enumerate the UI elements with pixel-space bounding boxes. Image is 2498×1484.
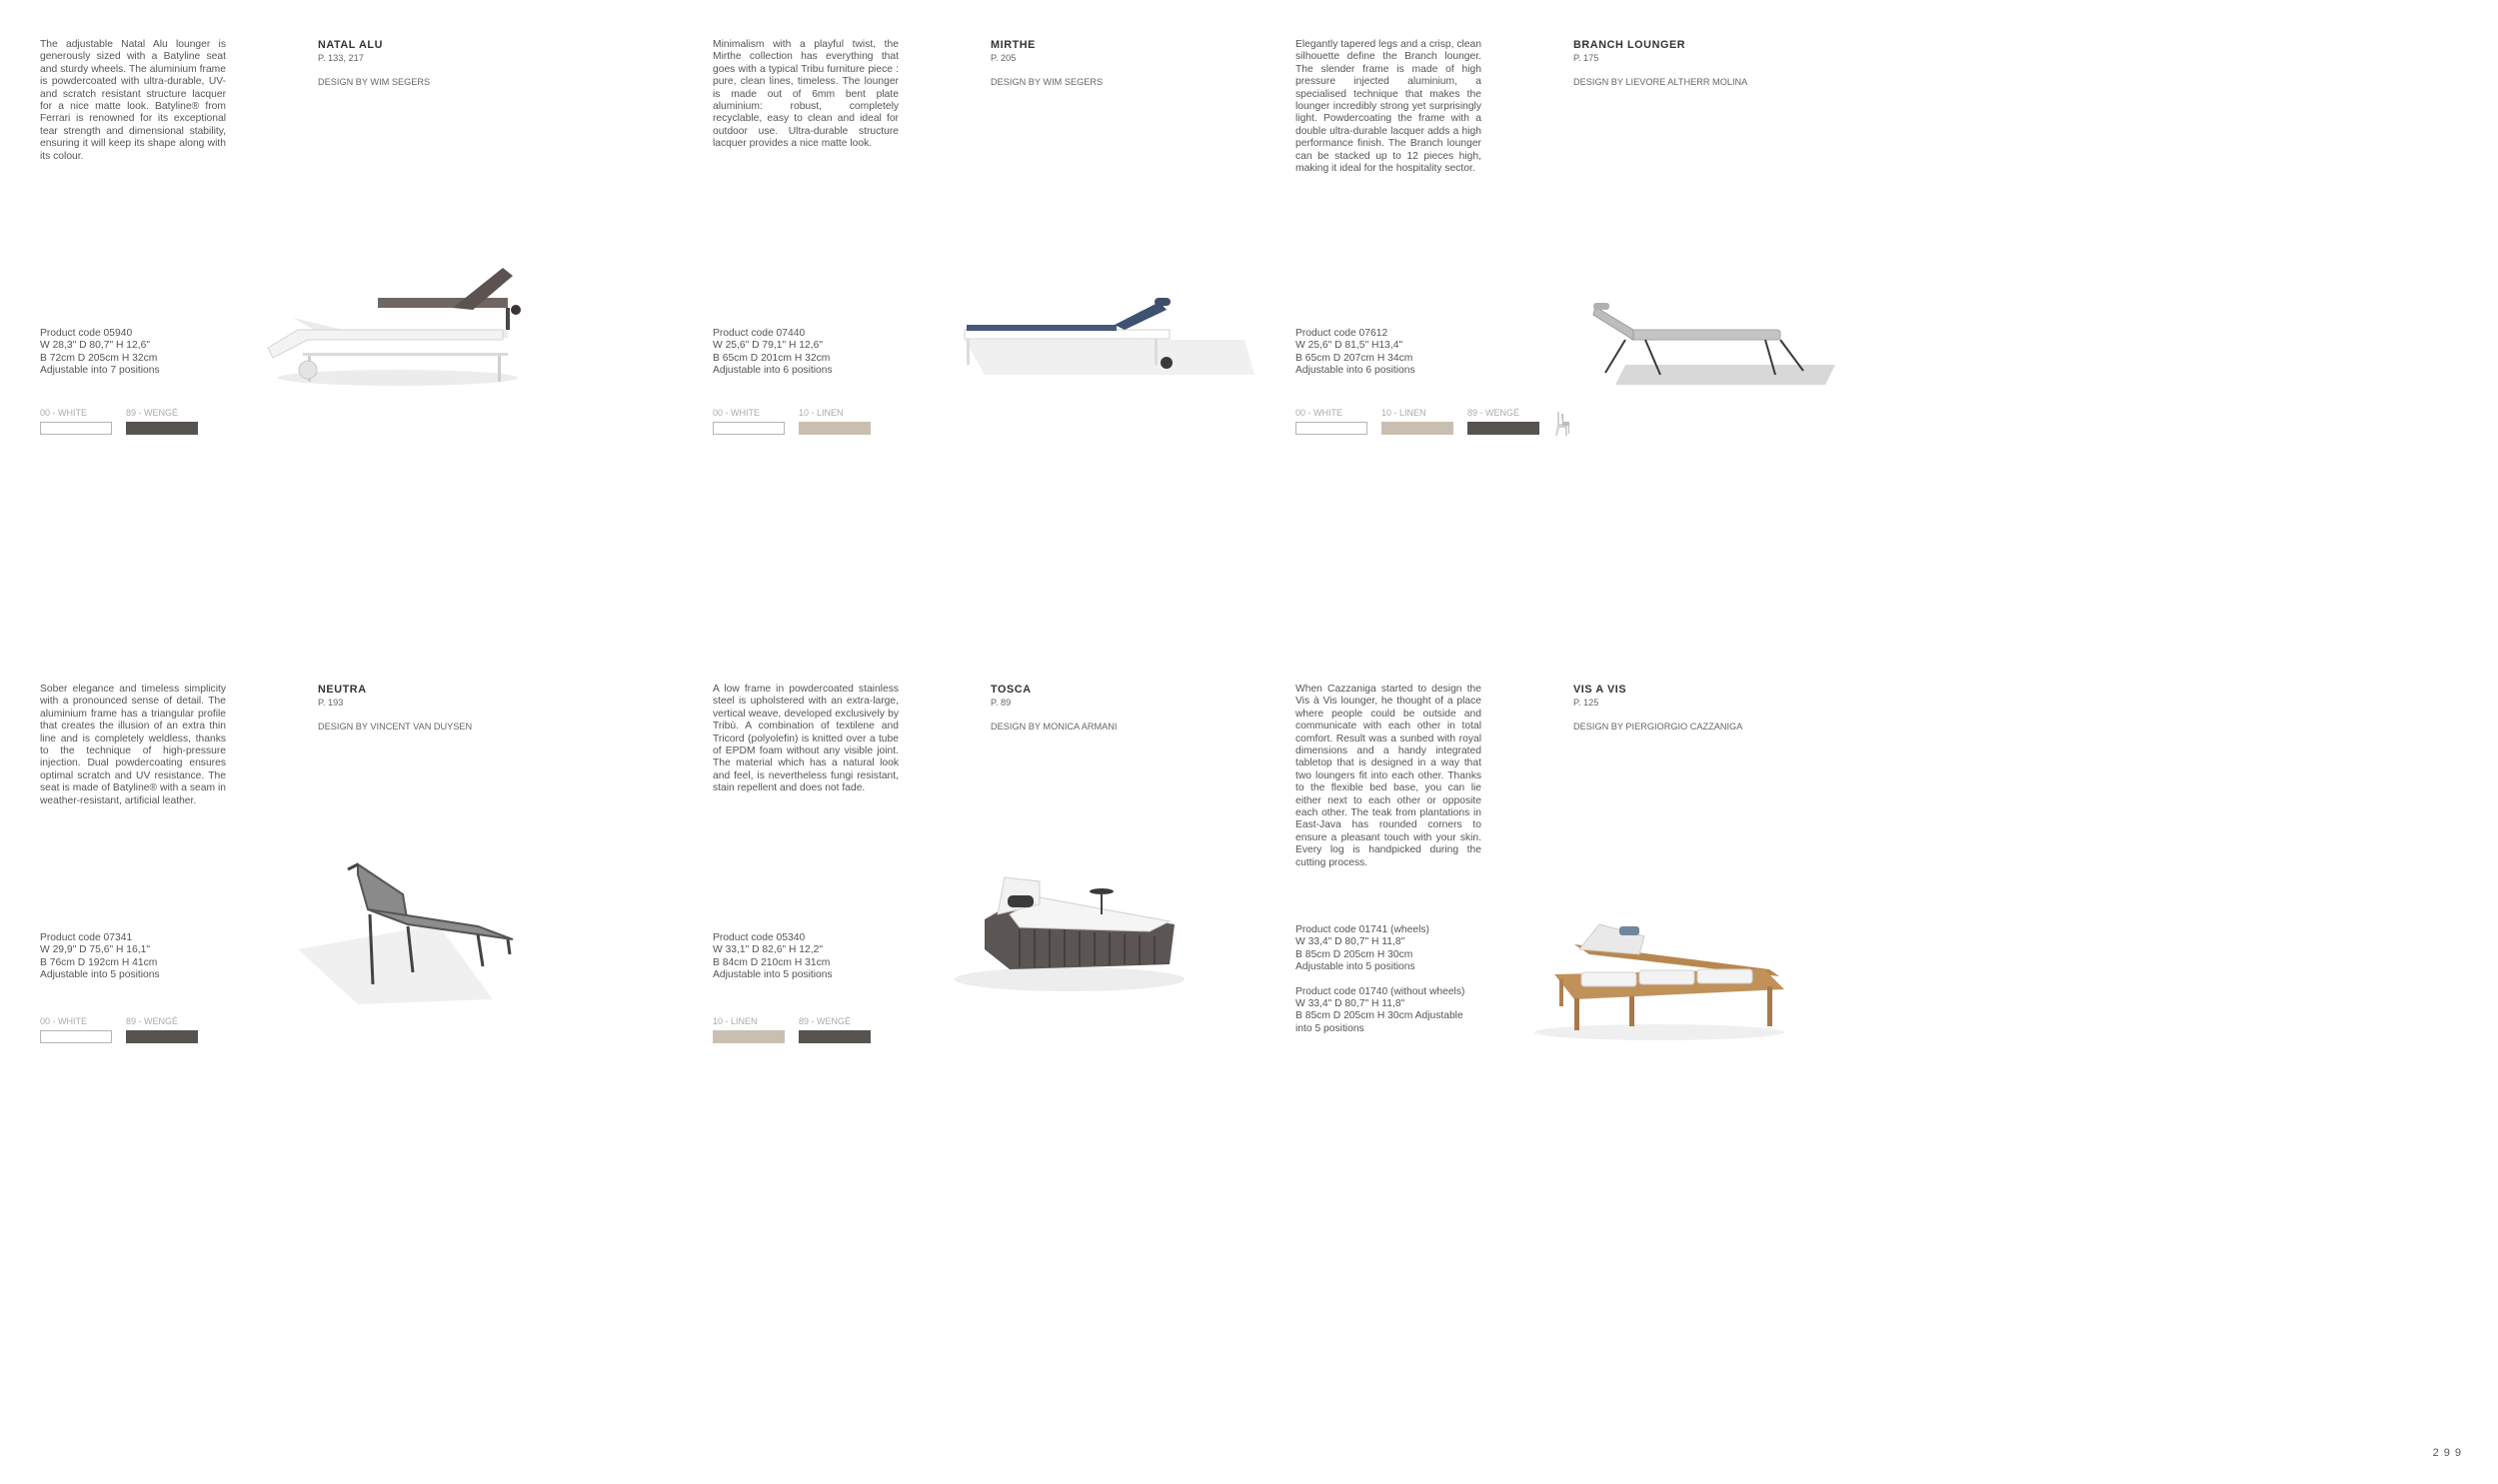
product-header [318, 684, 538, 732]
product-name: BRANCH LOUNGER [1573, 39, 1686, 51]
swatch-chip-white [40, 1030, 112, 1043]
product-specs [40, 932, 240, 982]
product-specs [713, 328, 913, 378]
tosca-lounger-image [950, 869, 1190, 994]
swatch-white [1295, 408, 1367, 435]
swatch-wenge [126, 1016, 198, 1043]
dimensions-inch: W 29,9" D 75,6" H 16,1" [40, 944, 150, 956]
swatch-label: 89 - WENGÉ [799, 1016, 852, 1026]
mirthe-lounger-image [955, 290, 1254, 380]
designer-credit: DESIGN BY PIERGIORGIO CAZZANIGA [1573, 722, 1743, 732]
dimensions-cm: B 65cm D 201cm H 32cm [713, 352, 831, 364]
adjustment-positions: Adjustable into 7 positions [40, 365, 160, 377]
product-code: Product code 01741 (wheels) [1295, 924, 1429, 935]
product-name: NATAL ALU [318, 39, 383, 51]
page-reference: P. 133, 217 [318, 53, 364, 63]
swatch-chip-linen [713, 1030, 785, 1043]
product-specs [40, 328, 240, 378]
natal-alu-lounger-image [248, 258, 533, 388]
spacer [1295, 974, 1495, 986]
designer-credit: DESIGN BY LIEVORE ALTHERR MOLINA [1573, 77, 1748, 87]
swatch-label: 89 - WENGÉ [1467, 408, 1520, 418]
product-header [1573, 684, 1793, 732]
swatch-label: 00 - WHITE [40, 408, 88, 418]
stackable-chair-icon [1549, 410, 1573, 438]
swatch-linen [1381, 408, 1453, 435]
dimensions-cm: B 76cm D 192cm H 41cm [40, 956, 158, 968]
product-header [318, 39, 538, 87]
swatch-chip-white [40, 422, 112, 435]
dimensions-inch-alt: W 33,4" D 80,7" H 11,8" [1295, 998, 1405, 1010]
swatch-chip-wenge [1467, 422, 1539, 435]
product-description: Minimalism with a playful twist, the Mirthe collection has everything that goes with a typical Tribu furniture piece : pure, clean lines, timeless. The lounger is made out of 6mm bent plate aluminium: robust, completely recyclable, easy to clean and ideal for outdoor use. Ultra-durable structure lacquer provides a nice matte look. [713, 39, 899, 150]
designer-credit: DESIGN BY MONICA ARMANI [991, 722, 1118, 732]
swatch-linen [799, 408, 871, 435]
color-swatches [713, 1016, 871, 1043]
product-code: Product code 05340 [713, 932, 806, 943]
dimensions-cm: B 65cm D 207cm H 34cm [1295, 352, 1413, 364]
dimensions-inch: W 25,6" D 79,1" H 12,6" [713, 340, 823, 352]
adjustment-positions: Adjustable into 6 positions [713, 365, 833, 377]
color-swatches [713, 408, 871, 435]
page-reference: P. 89 [991, 698, 1012, 708]
page-reference: P. 205 [991, 53, 1017, 63]
swatch-chip-white [1295, 422, 1367, 435]
dimensions-inch: W 25,6" D 81,5" H13,4" [1295, 340, 1403, 352]
adjustment-positions: Adjustable into 5 positions [713, 969, 833, 981]
vis-a-vis-lounger-image [1519, 914, 1789, 1044]
adjustment-positions: Adjustable into 6 positions [1295, 365, 1415, 377]
swatch-label: 10 - LINEN [1381, 408, 1426, 418]
product-header [1573, 39, 1793, 87]
color-swatches [40, 408, 198, 435]
swatch-white [40, 1016, 112, 1043]
swatch-label: 00 - WHITE [40, 1016, 88, 1026]
adjustment-positions-alt: into 5 positions [1295, 1022, 1364, 1034]
swatch-label: 10 - LINEN [799, 408, 844, 418]
page-reference: P. 193 [318, 698, 344, 708]
product-description: When Cazzaniga started to design the Vis à Vis lounger, he thought of a place where people could be outside and communicate with each other in total comfort. Result was a sunbed with royal dimensions and a handy integrated tabletop that is designed in a way that two loungers fit into each other. Thanks to the flexible bed base, you can lie either next to each other or opposite each other. The teak from plantations in East-Java has rounded corners to ensure a pleasant touch with your skin. Every log is handpicked during the cutting process. [1295, 684, 1481, 868]
swatch-label: 00 - WHITE [1295, 408, 1343, 418]
product-name: MIRTHE [991, 39, 1036, 51]
product-code: Product code 07440 [713, 328, 806, 339]
swatch-label: 10 - LINEN [713, 1016, 758, 1026]
designer-credit: DESIGN BY VINCENT VAN DUYSEN [318, 722, 473, 732]
product-name: TOSCA [991, 684, 1032, 696]
dimensions-cm: B 72cm D 205cm H 32cm [40, 352, 158, 364]
adjustment-positions: Adjustable into 5 positions [40, 969, 160, 981]
product-description: The adjustable Natal Alu lounger is generously sized with a Batyline seat and sturdy wheels. The aluminium frame is powdercoated with ultra-durable, UV- and scratch resistant structure lacquer for a nice matte look. Batyline® from Ferrari is renowned for its exceptional tear strength and dimensional stability, ensuring it will keep its shape along with its colour. [40, 39, 226, 162]
page-number: 299 [2432, 1447, 2466, 1459]
swatch-label: 89 - WENGÉ [126, 1016, 179, 1026]
product-code: Product code 07341 [40, 932, 133, 943]
swatch-chip-white [713, 422, 785, 435]
swatch-white [713, 408, 785, 435]
swatch-linen [713, 1016, 785, 1043]
dimensions-cm-alt: B 85cm D 205cm H 30cm Adjustable [1295, 1010, 1463, 1022]
swatch-chip-wenge [799, 1030, 871, 1043]
product-description: Elegantly tapered legs and a crisp, clean silhouette define the Branch lounger. The slender frame is made of high pressure injected aluminium, a specialised technique that makes the lounger incredibly strong yet surprisingly light. Powdercoating the frame with a double ultra-durable lacquer adds a high performance finish. The Branch lounger can be stacked up to 12 pieces high, making it ideal for the hospitality sector. [1295, 39, 1481, 175]
adjustment-positions: Adjustable into 5 positions [1295, 961, 1415, 973]
page-reference: P. 125 [1573, 698, 1599, 708]
product-specs [713, 932, 913, 982]
swatch-chip-wenge [126, 422, 198, 435]
product-header [991, 684, 1211, 732]
product-code-alt: Product code 01740 (without wheels) [1295, 985, 1465, 997]
swatch-white [40, 408, 112, 435]
product-description: A low frame in powdercoated stainless steel is upholstered with an extra-large, vertical weave, developed exclusively by Tribù. A combination of textilene and Tricord (polyolefin) is knitted over a tube of EPDM foam without any visible joint. The material which has a natural look and feel, is nevertheless fungi resistant, stain repellent and does not fade. [713, 684, 899, 794]
dimensions-cm: B 85cm D 205cm H 30cm [1295, 948, 1413, 960]
swatch-wenge [799, 1016, 871, 1043]
swatch-chip-linen [799, 422, 871, 435]
dimensions-inch: W 28,3" D 80,7" H 12,6" [40, 340, 150, 352]
swatch-label: 89 - WENGÉ [126, 408, 179, 418]
page-reference: P. 175 [1573, 53, 1599, 63]
swatch-wenge [1467, 408, 1539, 435]
swatch-chip-wenge [126, 1030, 198, 1043]
product-name: NEUTRA [318, 684, 367, 696]
product-code: Product code 05940 [40, 328, 133, 339]
swatch-chip-linen [1381, 422, 1453, 435]
swatch-wenge [126, 408, 198, 435]
product-name: VIS A VIS [1573, 684, 1627, 696]
dimensions-inch: W 33,4" D 80,7" H 11,8" [1295, 936, 1405, 948]
dimensions-cm: B 84cm D 210cm H 31cm [713, 956, 831, 968]
product-specs [1295, 328, 1495, 378]
designer-credit: DESIGN BY WIM SEGERS [318, 77, 431, 87]
product-code: Product code 07612 [1295, 328, 1388, 339]
designer-credit: DESIGN BY WIM SEGERS [991, 77, 1104, 87]
dimensions-inch: W 33,1" D 82,6" H 12,2" [713, 944, 823, 956]
color-swatches [40, 1016, 198, 1043]
product-header [991, 39, 1211, 87]
product-description: Sober elegance and timeless simplicity with a pronounced sense of detail. The aluminium frame has a triangular profile that creates the illusion of an extra thin line and is completely weldless, thanks to the technique of high-pressure injection. Dual powdercoating ensures optimal scratch and UV resistance. The seat is made of Batyline® with a seam in weather-resistant, artificial leather. [40, 684, 226, 806]
swatch-label: 00 - WHITE [713, 408, 761, 418]
color-swatches [1295, 408, 1539, 435]
neutra-lounger-image [298, 854, 528, 1009]
branch-lounger-image [1585, 295, 1840, 390]
product-specs [1295, 924, 1495, 1035]
